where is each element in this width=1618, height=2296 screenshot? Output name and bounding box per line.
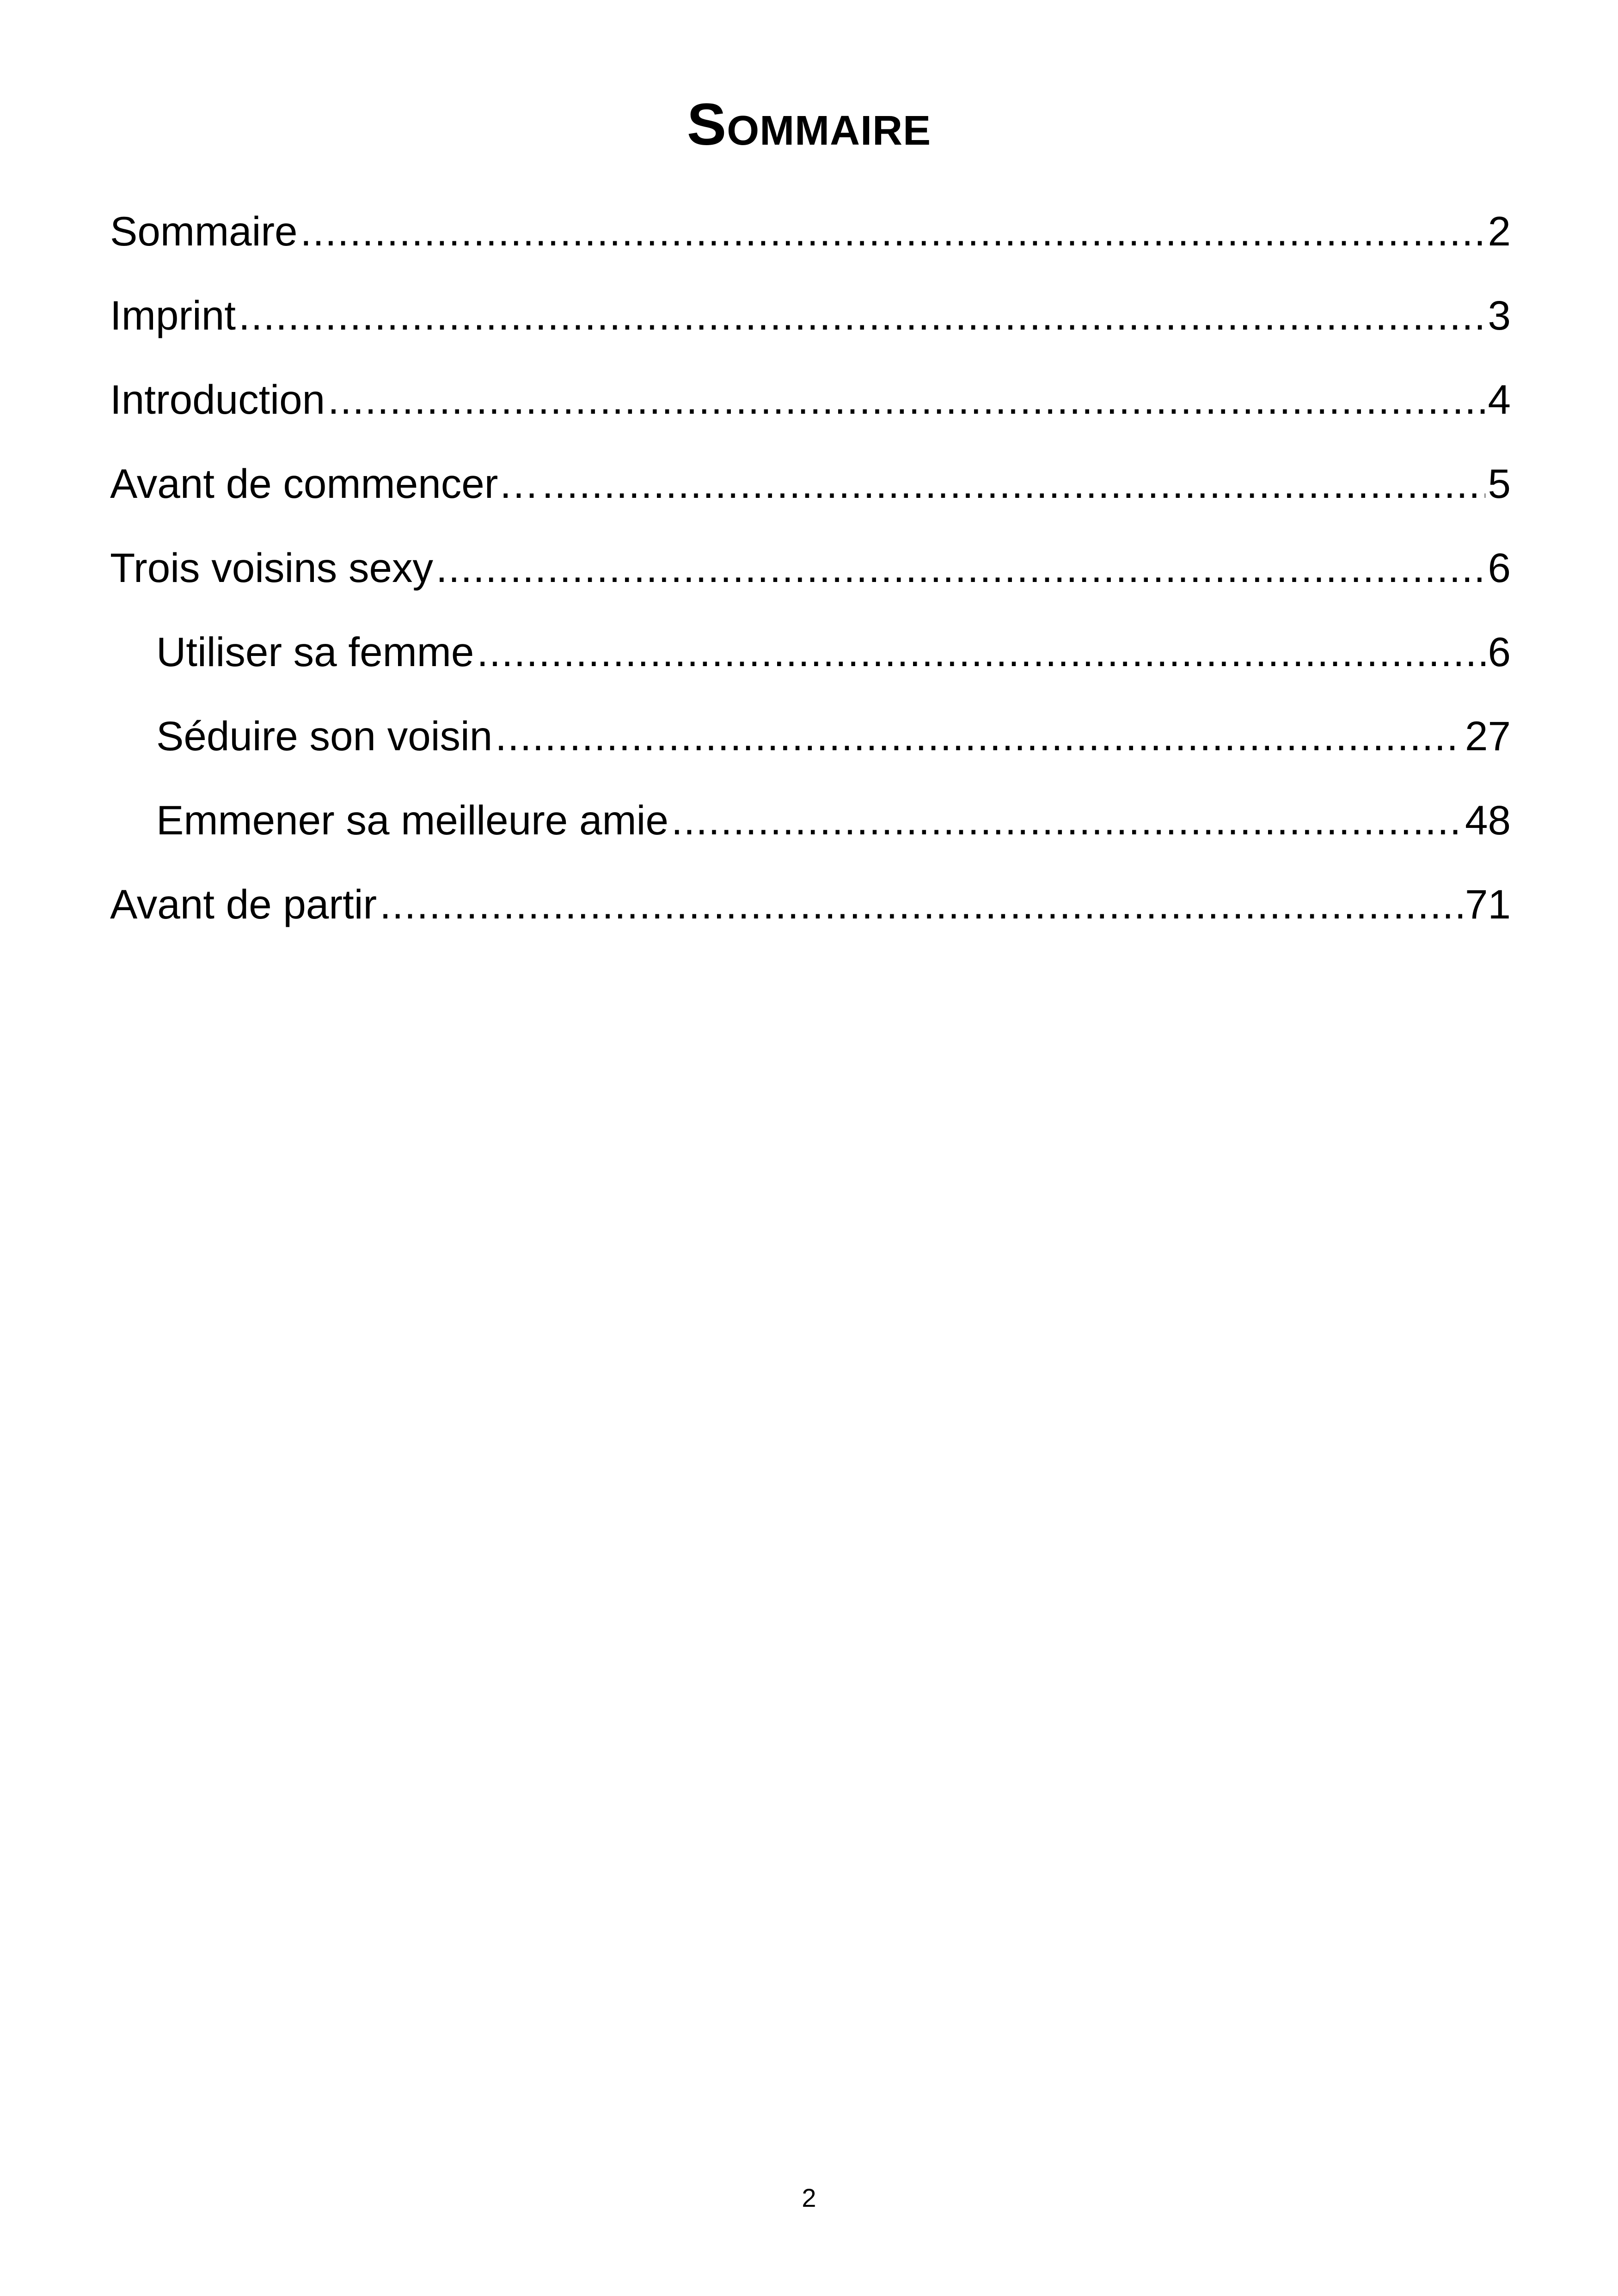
toc-dot-leader	[436, 535, 1485, 600]
toc-entry-label: Introduction	[110, 376, 325, 422]
toc-entry-page: 2	[1488, 208, 1511, 254]
toc-entry-page: 5	[1488, 460, 1511, 507]
toc-entry-label: Sommaire	[110, 208, 298, 254]
toc-dot-leader	[542, 451, 1485, 516]
toc-entry-label: Utiliser sa femme	[156, 629, 474, 675]
toc-subentry[interactable]	[110, 619, 1511, 704]
toc-entry-page: 6	[1488, 545, 1511, 591]
toc-entry-page: 71	[1465, 881, 1511, 927]
toc-entry[interactable]	[110, 199, 1511, 283]
page-number: 2	[802, 2183, 816, 2212]
toc-dot-leader	[477, 619, 1485, 684]
toc-dot-leader	[671, 788, 1462, 852]
toc-entry[interactable]	[110, 367, 1511, 451]
toc-entry-label: Emmener sa meilleure amie	[156, 797, 668, 843]
toc-entry-page: 27	[1465, 713, 1511, 759]
toc-entry-label: Avant de partir	[110, 881, 377, 927]
toc-subentry[interactable]	[110, 788, 1511, 872]
toc-entry[interactable]	[110, 535, 1511, 619]
toc-dot-leader	[300, 199, 1485, 263]
toc-entry-label: Imprint	[110, 292, 236, 338]
toc-dot-leader	[239, 283, 1485, 348]
toc-entry[interactable]	[110, 872, 1511, 956]
toc-entry-label: Trois voisins sexy	[110, 545, 433, 591]
toc-dot-leader	[495, 704, 1462, 768]
toc-dot-leader	[380, 872, 1462, 937]
toc-title: Sommaire	[686, 92, 932, 158]
toc-entry-page: 48	[1465, 797, 1511, 843]
toc-entry-page: 3	[1488, 292, 1511, 338]
toc-entry[interactable]	[110, 283, 1511, 367]
toc-entry-label: Avant de commencer…	[110, 460, 539, 507]
toc-entry-label: Séduire son voisin	[156, 713, 493, 759]
toc-entry-page: 4	[1488, 376, 1511, 422]
toc-subentry[interactable]	[110, 704, 1511, 788]
toc-dot-leader	[328, 367, 1485, 432]
toc-entry[interactable]	[110, 451, 1511, 535]
toc-entry-page: 6	[1488, 629, 1511, 675]
table-of-contents	[110, 199, 1511, 956]
